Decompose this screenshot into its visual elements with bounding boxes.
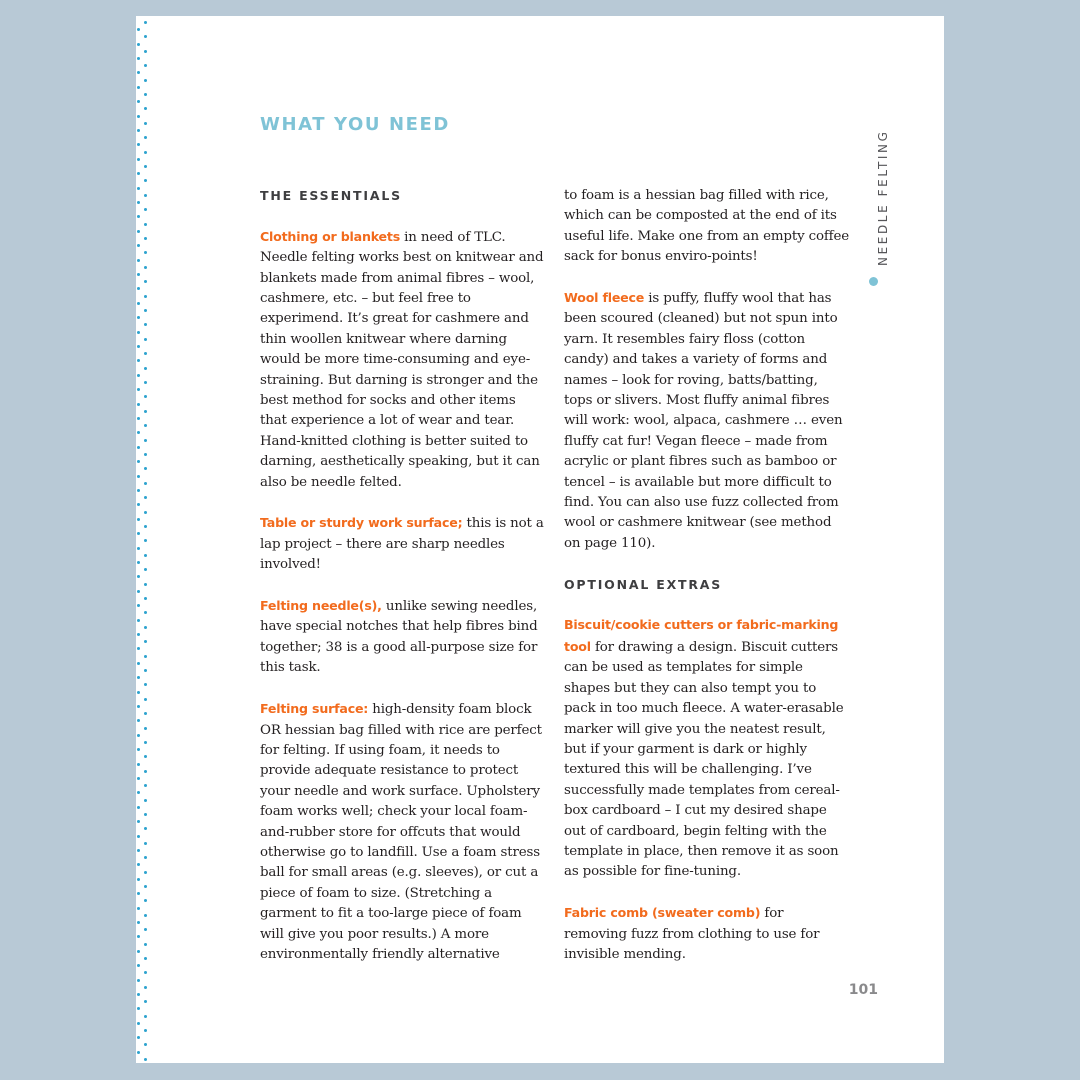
item-description: this is not a lap project – there are sharp needles involved! — [260, 516, 544, 573]
binding-dot — [137, 374, 140, 377]
optional-item — [564, 903, 849, 965]
binding-dot — [137, 1007, 140, 1010]
chapter-side-tab — [866, 116, 890, 286]
binding-dot — [144, 194, 147, 197]
item-description: for drawing a design. Biscuit cutters can be used as templates for simple shapes but they can also tempt you to pack in too much fleece. A water-erasable marker will give you the neatest result, but if your garment is dark or highly textured this will be challenging. I’ve successfully made templates from cereal-box cardboard – I cut my desired shape out of cardboard, begin felting with the template in place, then remove it as soon as possible for fine-tuning. — [564, 639, 844, 880]
binding-dot — [144, 899, 147, 902]
binding-dot — [144, 223, 147, 226]
item-term: Felting needle(s), — [260, 598, 382, 614]
binding-dot — [144, 35, 147, 38]
binding-dot — [137, 28, 140, 31]
binding-dot — [144, 136, 147, 139]
binding-dot — [144, 295, 147, 298]
binding-dot — [144, 856, 147, 859]
binding-dot — [144, 770, 147, 773]
binding-dot — [137, 734, 140, 737]
binding-dot — [144, 827, 147, 830]
essential-item — [564, 288, 849, 554]
binding-dot — [137, 835, 140, 838]
binding-dot — [137, 979, 140, 982]
binding-dot — [144, 568, 147, 571]
binding-dot — [137, 907, 140, 910]
binding-dot — [137, 446, 140, 449]
binding-dot — [137, 172, 140, 175]
binding-dot — [144, 914, 147, 917]
binding-dot — [144, 64, 147, 67]
binding-dot — [137, 662, 140, 665]
binding-dot — [137, 748, 140, 751]
essential-item — [260, 513, 545, 575]
binding-dot — [144, 698, 147, 701]
binding-dot — [137, 676, 140, 679]
binding-dot — [137, 316, 140, 319]
binding-dot — [144, 323, 147, 326]
binding-dot — [144, 971, 147, 974]
binding-dot — [137, 71, 140, 74]
binding-dot — [137, 950, 140, 953]
binding-dot — [137, 100, 140, 103]
binding-dot — [137, 187, 140, 190]
optional-item — [564, 615, 849, 882]
binding-dot — [144, 525, 147, 528]
book-page — [136, 16, 944, 1063]
binding-dot — [144, 122, 147, 125]
item-description: in need of TLC. Needle felting works best on knitwear and blankets made from animal fibres – wool, cashmere, etc. – but feel free to experimend. It’s great for cashmere and thin woollen knitwear where darning would be more time-consuming and eye-straining. But darning is stronger and the best method for socks and other items that experience a lot of wear and tear. Hand-knitted clothing is better suited to darning, aesthetically speaking, but it can also be needle felted. — [260, 229, 544, 490]
binding-dot — [137, 763, 140, 766]
binding-dot — [144, 842, 147, 845]
item-description: is puffy, fluffy wool that has been scoured (cleaned) but not spun into yarn. It resembles fairy floss (cotton candy) and takes a variety of forms and names – look for roving, batts/batting, tops or slivers. Most fluffy animal fibres will work: wool, alpaca, cashmere … even fluffy cat fur! Vegan fleece – made from acrylic or plant fibres such as bamboo or tencel – is available but more difficult to find. You can also use fuzz collected from wool or cashmere knitwear (see method on page 110). — [564, 291, 843, 551]
binding-dot — [137, 43, 140, 46]
binding-dot — [144, 741, 147, 744]
binding-dot — [137, 921, 140, 924]
binding-dot — [144, 554, 147, 557]
binding-dot — [137, 158, 140, 161]
binding-dot — [137, 201, 140, 204]
chapter-tab-label: NEEDLE FELTING — [876, 129, 890, 266]
binding-dot — [137, 820, 140, 823]
binding-dot — [137, 215, 140, 218]
binding-dot — [144, 885, 147, 888]
binding-dot — [144, 957, 147, 960]
binding-dot — [144, 50, 147, 53]
binding-dot — [137, 633, 140, 636]
binding-dot — [144, 928, 147, 931]
binding-dot — [137, 561, 140, 564]
page-title: WHAT YOU NEED — [260, 114, 450, 135]
essentials-heading: THE ESSENTIALS — [260, 188, 402, 203]
binding-dot — [144, 727, 147, 730]
binding-dot — [144, 583, 147, 586]
binding-dot — [144, 784, 147, 787]
binding-dot — [144, 482, 147, 485]
binding-dot — [137, 532, 140, 535]
binding-dot — [137, 489, 140, 492]
binding-dot — [137, 273, 140, 276]
binding-dot — [144, 655, 147, 658]
binding-dot — [144, 943, 147, 946]
binding-dot — [144, 338, 147, 341]
binding-dot — [137, 115, 140, 118]
binding-dot — [137, 129, 140, 132]
binding-dot — [137, 705, 140, 708]
binding-dot — [137, 604, 140, 607]
binding-dot — [144, 381, 147, 384]
right-column — [564, 186, 849, 986]
left-column — [260, 186, 545, 986]
binding-dot — [144, 151, 147, 154]
binding-dot — [144, 424, 147, 427]
binding-dot — [137, 935, 140, 938]
binding-dot — [137, 259, 140, 262]
item-term: Felting surface: — [260, 701, 369, 717]
binding-dot — [137, 547, 140, 550]
binding-dot — [137, 518, 140, 521]
binding-dot — [137, 302, 140, 305]
item-term: Clothing or blankets — [260, 228, 401, 244]
binding-dot — [137, 475, 140, 478]
binding-dot — [137, 403, 140, 406]
binding-dot — [144, 453, 147, 456]
binding-dot — [144, 683, 147, 686]
binding-dot — [137, 503, 140, 506]
binding-dot — [144, 626, 147, 629]
item-description: high-density foam block OR hessian bag filled with rice are perfect for felting. If using foam, it needs to provide adequate resistance to protect your needle and work surface. Upholstery foam works well; check your local foam-and-rubber store for offcuts that would otherwise go to landfill. Use a foam stress ball for small areas (e.g. sleeves), or cut a piece of foam to size. (Stretching a garment to fit a too-large piece of foam will give you poor results.) A more environmentally friendly alternative — [260, 702, 542, 962]
essential-item — [260, 227, 545, 493]
binding-dot — [144, 410, 147, 413]
binding-dot — [137, 417, 140, 420]
continued-paragraph: to foam is a hessian bag filled with rice, which can be composted at the end of its useful life. Make one from an empty coffee sack for bonus enviro-points! — [564, 188, 850, 265]
binding-dot — [144, 1058, 147, 1061]
dotted-binding-edge — [136, 16, 152, 1063]
binding-dot — [137, 1022, 140, 1025]
item-description: for removing fuzz from clothing to use for invisible mending. — [564, 906, 820, 962]
binding-dot — [144, 251, 147, 254]
binding-dot — [144, 511, 147, 514]
binding-dot — [137, 431, 140, 434]
binding-dot — [137, 691, 140, 694]
binding-dot — [144, 79, 147, 82]
page-number: 101 — [848, 982, 878, 998]
binding-dot — [137, 647, 140, 650]
binding-dot — [144, 1029, 147, 1032]
binding-dot — [137, 460, 140, 463]
binding-dot — [144, 439, 147, 442]
binding-dot — [144, 1015, 147, 1018]
binding-dot — [144, 1000, 147, 1003]
binding-dot — [137, 287, 140, 290]
binding-dot — [137, 619, 140, 622]
essential-item — [260, 699, 545, 965]
binding-dot — [144, 467, 147, 470]
item-term: Biscuit/cookie cutters or fabric-marking tool — [564, 617, 839, 654]
binding-dot — [137, 849, 140, 852]
binding-dot — [144, 755, 147, 758]
binding-dot — [137, 57, 140, 60]
binding-dot — [137, 331, 140, 334]
item-description: unlike sewing needles, have special notches that help fibres bind together; 38 is a good all-purpose size for this task. — [260, 599, 538, 676]
binding-dot — [137, 993, 140, 996]
binding-dot — [137, 1051, 140, 1054]
binding-dot — [144, 395, 147, 398]
item-term: Fabric comb (sweater comb) — [564, 905, 761, 921]
binding-dot — [144, 266, 147, 269]
item-term: Wool fleece — [564, 290, 645, 306]
binding-dot — [144, 208, 147, 211]
binding-dot — [144, 352, 147, 355]
binding-dot — [137, 1036, 140, 1039]
binding-dot — [137, 345, 140, 348]
binding-dot — [137, 791, 140, 794]
item-term: Table or sturdy work surface; — [260, 515, 463, 531]
tab-dot-icon — [869, 277, 878, 286]
binding-dot — [137, 806, 140, 809]
binding-dot — [144, 712, 147, 715]
binding-dot — [144, 539, 147, 542]
binding-dot — [144, 986, 147, 989]
binding-dot — [144, 107, 147, 110]
binding-dot — [144, 179, 147, 182]
binding-dot — [144, 280, 147, 283]
binding-dot — [144, 1043, 147, 1046]
binding-dot — [137, 388, 140, 391]
binding-dot — [137, 590, 140, 593]
binding-dot — [144, 813, 147, 816]
binding-dot — [144, 309, 147, 312]
binding-dot — [144, 237, 147, 240]
binding-dot — [137, 86, 140, 89]
binding-dot — [137, 359, 140, 362]
binding-dot — [137, 892, 140, 895]
binding-dot — [137, 143, 140, 146]
binding-dot — [137, 719, 140, 722]
binding-dot — [137, 863, 140, 866]
essential-item — [260, 596, 545, 679]
binding-dot — [144, 165, 147, 168]
binding-dot — [144, 21, 147, 24]
binding-dot — [144, 93, 147, 96]
binding-dot — [144, 669, 147, 672]
binding-dot — [144, 799, 147, 802]
binding-dot — [137, 230, 140, 233]
binding-dot — [144, 871, 147, 874]
binding-dot — [137, 575, 140, 578]
binding-dot — [144, 640, 147, 643]
binding-dot — [144, 496, 147, 499]
binding-dot — [144, 611, 147, 614]
binding-dot — [144, 597, 147, 600]
optional-extras-heading: OPTIONAL EXTRAS — [564, 576, 723, 592]
binding-dot — [137, 244, 140, 247]
binding-dot — [144, 367, 147, 370]
binding-dot — [137, 777, 140, 780]
binding-dot — [137, 878, 140, 881]
binding-dot — [137, 964, 140, 967]
